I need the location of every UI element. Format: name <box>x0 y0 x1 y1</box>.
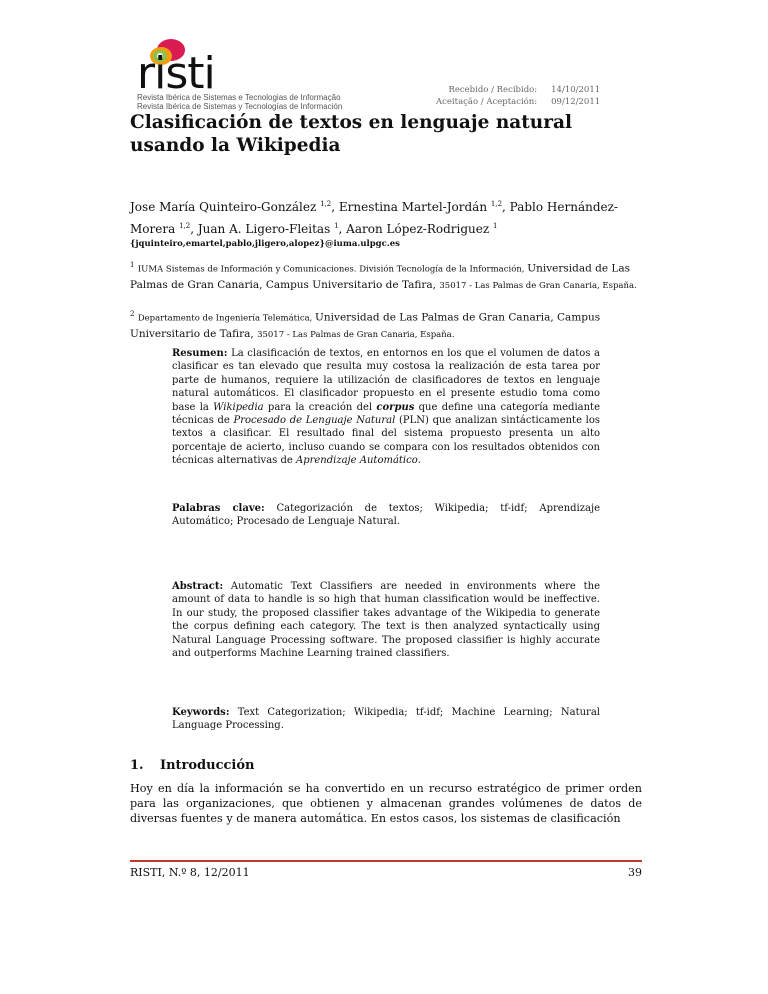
resumen-label: Resumen: <box>172 348 228 359</box>
author: Jose María Quinteiro-González <box>130 200 317 214</box>
author-aff: 1 <box>334 222 339 230</box>
text: La clasificación de textos, en entornos en los que el volumen de datos a clasificar es tan elevado que resulta muy costosa la realización de esta tarea por parte de humanos, requiere la utilización de clasificadores de textos en lenguaje natural automáticos. El clasificador propuesto en el presente estudio toma como base la <box>172 348 600 413</box>
journal-subtitle-pt: Revista Ibérica de Sistemas e Tecnologias de Informação <box>137 93 341 102</box>
paper-title: Clasificación de textos en lenguaje natural usando la Wikipedia <box>130 112 573 156</box>
accepted-date: 09/12/2011 <box>551 97 601 107</box>
text: para la creación del <box>263 401 377 413</box>
keywords-text: Text Categorization; Wikipedia; tf-idf; Machine Learning; Natural Language Processing. <box>172 707 600 732</box>
section-number: 1. <box>130 758 144 773</box>
abstract <box>172 580 600 660</box>
text: (PLN) que analizan sintácticamente los textos a clasificar. El resultado final del sistema propuesto presenta un alto porcentaje de acierto, incluso cuando se compara con los resultados obtenidos con técnicas alternativas de <box>172 415 601 467</box>
page-number: 39 <box>628 866 642 879</box>
aff-num: 2 <box>130 310 135 318</box>
text: Wikipedia <box>213 401 264 413</box>
received-date: 14/10/2011 <box>551 85 601 95</box>
journal-subtitle-es: Revista Ibérica de Sistemas y Tecnologías de Información <box>137 102 343 111</box>
received-label: Recebido / Recibido: <box>448 85 538 95</box>
aff-num: 1 <box>130 261 135 269</box>
author-emails: {jquinteiro,emartel,pablo,jligero,alopez}@iuma.ulpgc.es <box>130 239 400 249</box>
aff-city: 35017 - Las Palmas de Gran Canaria, España. <box>257 329 455 340</box>
palabras-clave <box>172 502 600 529</box>
affiliation-2 <box>130 307 645 343</box>
resumen <box>172 347 600 468</box>
journal-logo: risti <box>137 48 215 99</box>
keywords-label: Keywords: <box>172 707 230 718</box>
section-title: Introducción <box>160 758 255 773</box>
text: que define una categoría mediante técnicas de <box>172 401 600 427</box>
author: Aaron López-Rodriguez <box>346 222 490 236</box>
dates <box>430 84 600 108</box>
author: Juan A. Ligero-Fleitas <box>197 222 331 236</box>
abstract-text: Automatic Text Classifiers are needed in environments where the amount of data to handle is so high that human classification would be ineffective. In our study, the proposed classifier takes advantage of the Wikipedia to generate the corpus defining each category. The text is then analyzed syntactically using Natural Language Processing software. The proposed classifier is highly accurate and outperforms Machine Learning trained classifiers. <box>172 581 600 660</box>
footer-rule <box>130 860 642 862</box>
keywords <box>172 706 600 733</box>
author-aff: 1,2 <box>179 222 191 230</box>
aff-dept: Departamento de Ingeniería Telemática, <box>137 313 316 324</box>
text: corpus <box>376 401 415 413</box>
intro-paragraph: Hoy en día la información se ha convertido en un recurso estratégico de primer orden para las organizaciones, que obtienen y almacenan grandes volúmenes de datos de diversas fuentes y de manera automática. En estos casos, los sistemas de clasificación <box>130 782 642 825</box>
authors: Jose María Quinteiro-González $^{1,2}$, Ernestina Martel-Jordán $^{1,2}$, Pablo Hernández-Morera $^{1,2}$, Juan A. Ligero-Fleitas $^1$, Aaron López-Rodriguez $^1$ <box>130 200 618 236</box>
text: Aprendizaje Automático <box>295 455 418 467</box>
text: . <box>417 455 421 467</box>
palabras-label: Palabras clave: <box>172 503 265 514</box>
abstract-label: Abstract: <box>172 581 224 592</box>
accepted-label: Aceitação / Aceptación: <box>436 97 538 107</box>
aff-dept: IUMA Sistemas de Información y Comunicaciones. División Tecnología de la Información, <box>137 264 528 275</box>
palabras-text: Categorización de textos; Wikipedia; tf-idf; Aprendizaje Automático; Procesado de Lenguaje Natural. <box>172 503 601 528</box>
author-aff: 1 <box>493 222 498 230</box>
affiliation-1 <box>130 258 645 294</box>
section-heading <box>130 758 255 773</box>
footer-issue: RISTI, N.º 8, 12/2011 <box>130 866 250 879</box>
text: Procesado de Lenguaje Natural <box>233 415 396 427</box>
author-aff: 1,2 <box>490 200 503 208</box>
aff-city: 35017 - Las Palmas de Gran Canaria, España. <box>439 280 637 291</box>
author: Pablo Hernández-Morera <box>130 200 618 236</box>
aff-univ: Universidad de Las Palmas de Gran Canaria, Campus Universitario de Tafira, <box>130 262 631 291</box>
aff-univ: Universidad de Las Palmas de Gran Canaria, Campus Universitario de Tafira, <box>130 311 601 340</box>
author: Ernestina Martel-Jordán <box>338 200 488 214</box>
author-aff: 1,2 <box>320 200 332 208</box>
